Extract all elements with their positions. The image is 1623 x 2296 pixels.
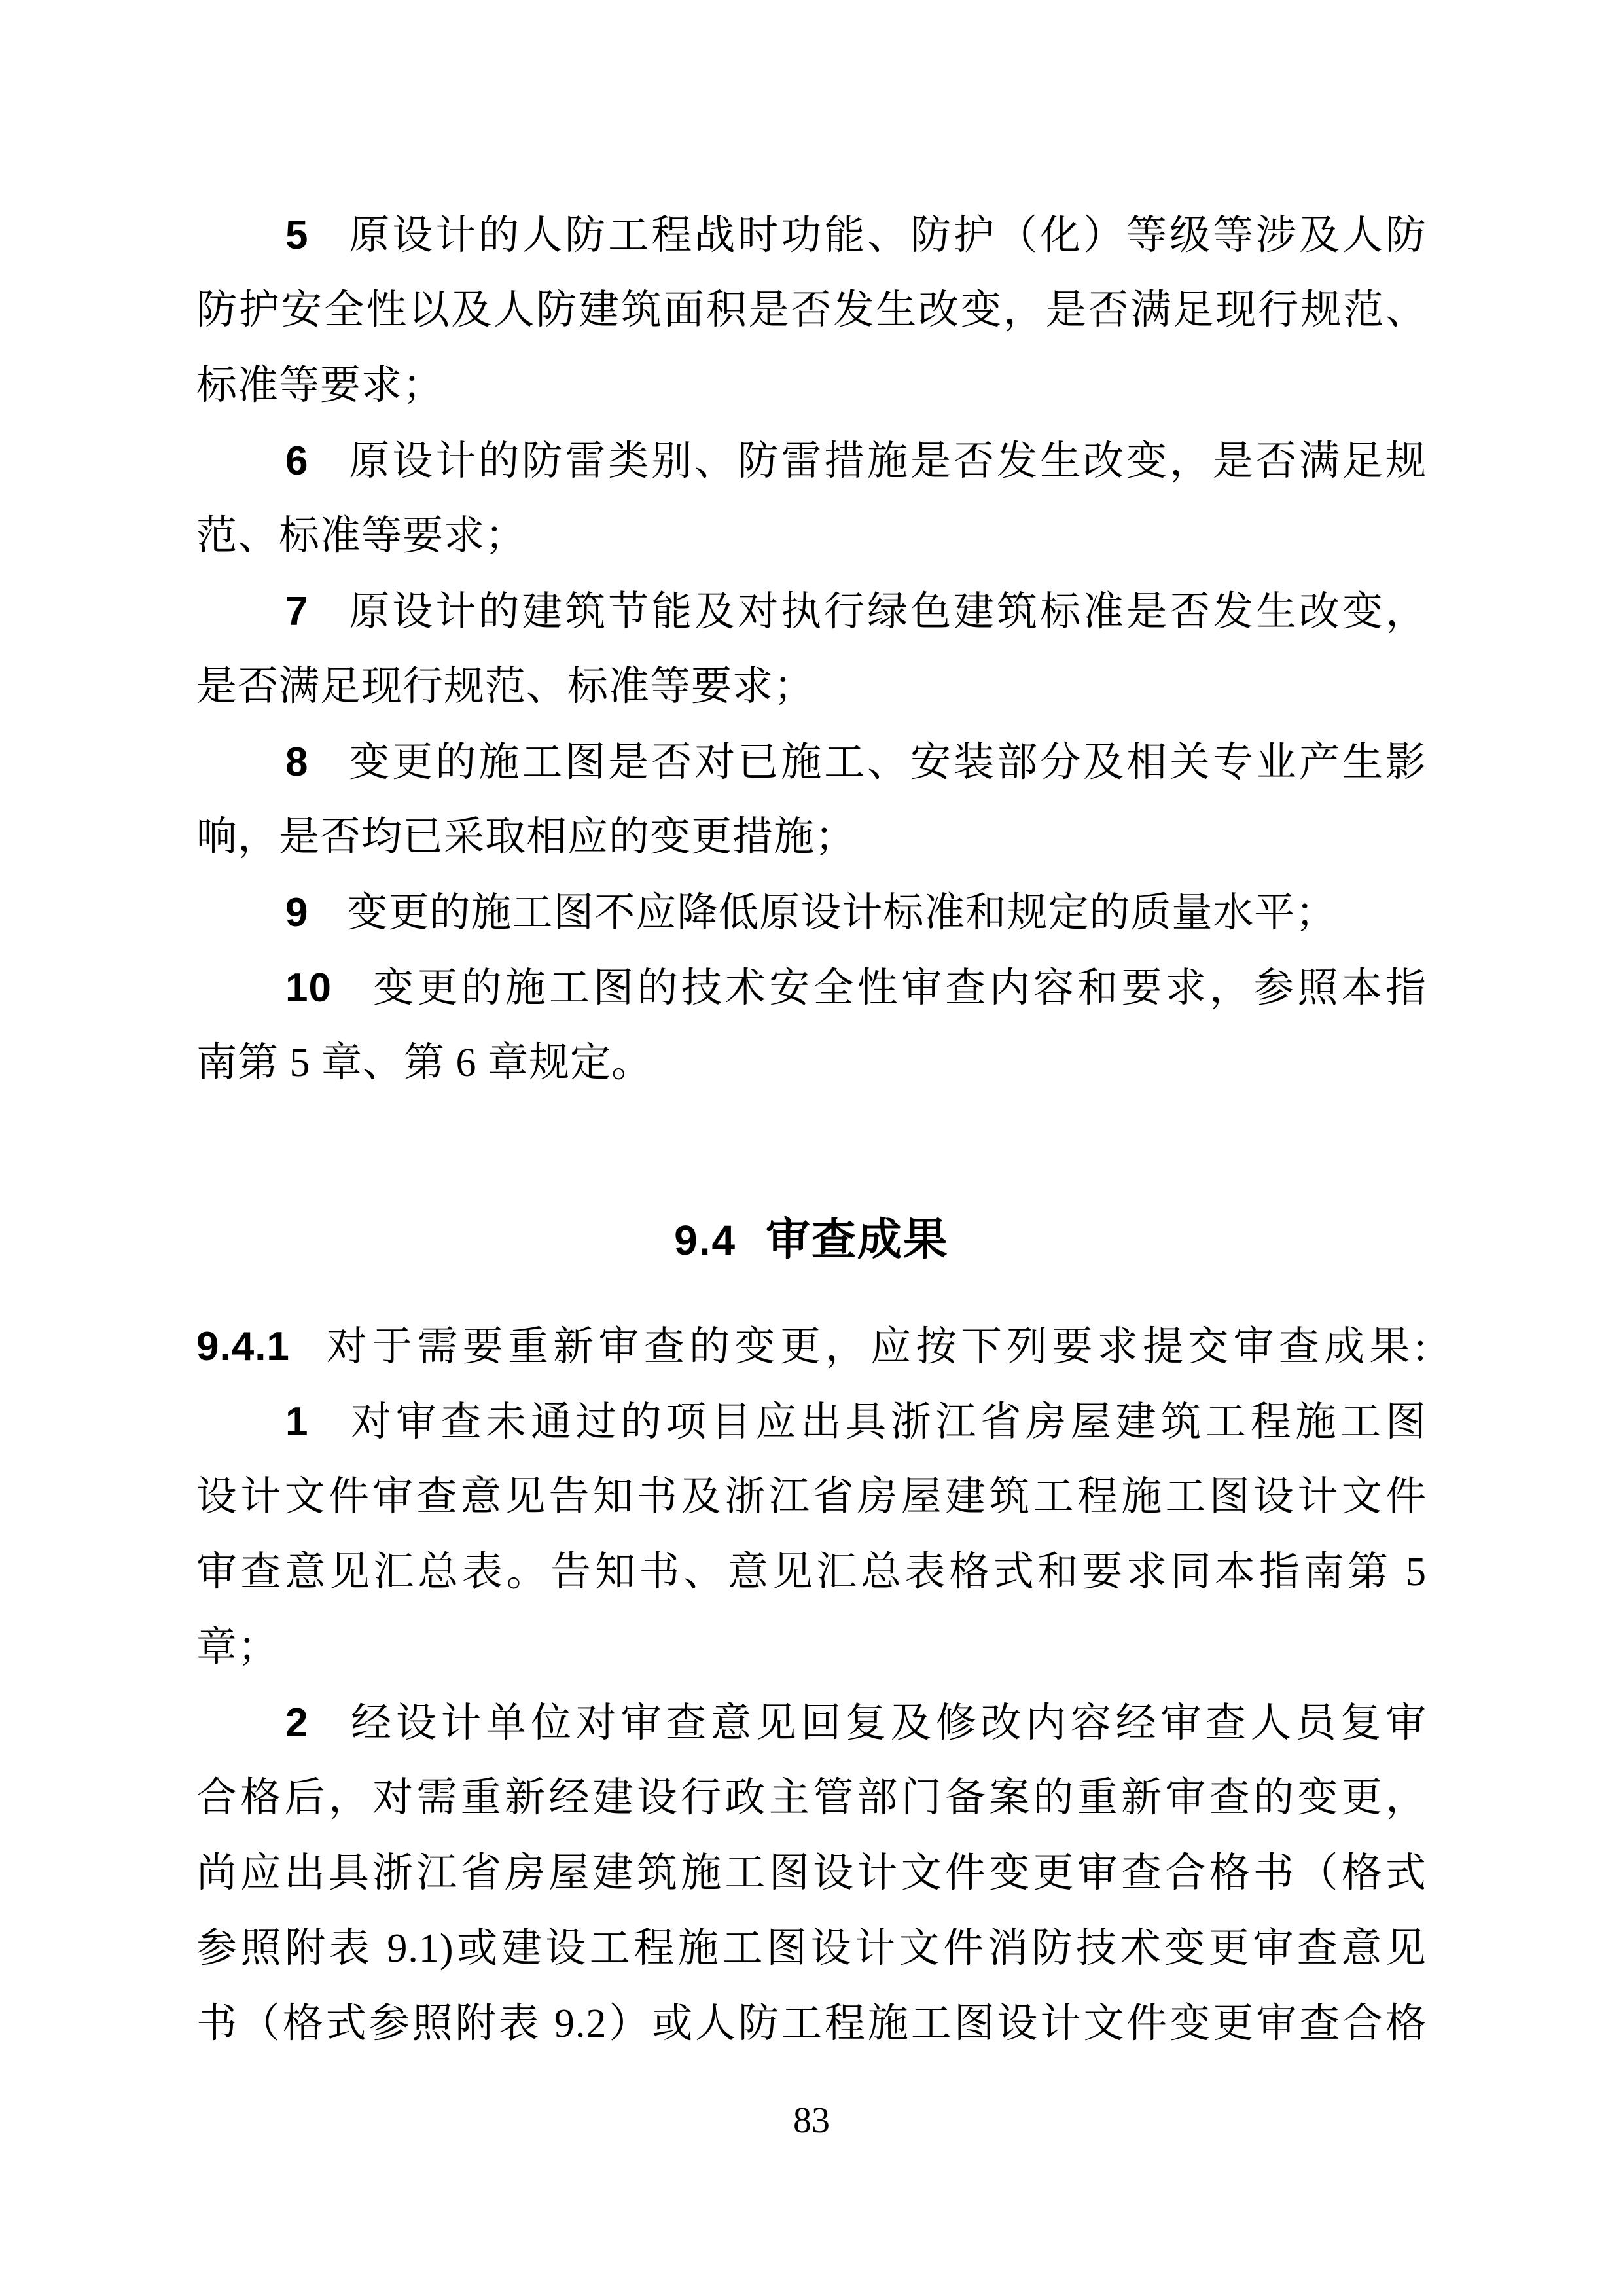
line-text: 防护安全性以及人防建筑面积是否发生改变，是否满足现行规范、 (196, 288, 1427, 332)
section-heading-title: 审查成果 (765, 1215, 949, 1265)
line-text: 书（格式参照附表 9.2）或人防工程施工图设计文件变更审查合格 (196, 2001, 1427, 2046)
numbered-paragraph-line (196, 574, 1427, 649)
item-number: 9 (285, 890, 309, 935)
numbered-paragraph-line (196, 423, 1427, 499)
line-text: 范、标准等要求； (196, 514, 527, 558)
line-text: 原设计的防雷类别、防雷措施是否发生改变，是否满足规 (347, 439, 1427, 484)
paragraph-line (196, 348, 1427, 423)
line-text: 原设计的建筑节能及对执行绿色建筑标准是否发生改变， (347, 590, 1427, 634)
numbered-paragraph-line (196, 198, 1427, 273)
numbered-paragraph-line (196, 1384, 1427, 1460)
line-text: 变更的施工图是否对已施工、安装部分及相关专业产生影 (347, 740, 1427, 785)
numbered-paragraph-line (196, 1685, 1427, 1761)
paragraph-line (196, 499, 1427, 574)
item-number: 5 (285, 213, 309, 258)
paragraph-line (196, 1911, 1427, 1986)
paragraph-line (196, 1460, 1427, 1535)
line-text: 设计文件审查意见告知书及浙江省房屋建筑工程施工图设计文件 (196, 1475, 1427, 1519)
line-text: 参照附表 9.1)或建设工程施工图设计文件消防技术变更审查意见 (196, 1926, 1427, 1971)
line-text: 对于需要重新审查的变更，应按下列要求提交审查成果: (322, 1325, 1427, 1369)
line-text: 原设计的人防工程战时功能、防护（化）等级等涉及人防 (347, 213, 1427, 258)
numbered-paragraph-line (196, 1309, 1427, 1384)
paragraph-line (196, 1986, 1427, 2062)
item-number: 9.4.1 (196, 1324, 290, 1369)
section-number: 9.4 (674, 1217, 737, 1264)
paragraph-line (196, 1836, 1427, 1911)
line-text: 是否满足现行规范、标准等要求； (196, 664, 815, 709)
paragraph-line (196, 1761, 1427, 1836)
item-number: 7 (285, 589, 309, 634)
line-text: 变更的施工图不应降低原设计标准和规定的质量水平； (347, 891, 1337, 935)
line-text: 南第 5 章、第 6 章规定。 (196, 1041, 653, 1085)
item-number: 1 (285, 1399, 309, 1444)
numbered-paragraph-line (196, 875, 1427, 950)
page-number: 83 (793, 2100, 830, 2141)
paragraph-line (196, 649, 1427, 725)
line-text: 响，是否均已采取相应的变更措施； (196, 815, 857, 859)
paragraph-line (196, 273, 1427, 348)
line-text: 对审查未通过的项目应出具浙江省房屋建筑工程施工图 (347, 1400, 1427, 1444)
line-text: 变更的施工图的技术安全性审查内容和要求，参照本指 (370, 966, 1427, 1011)
section-heading (196, 1202, 1427, 1278)
line-text: 合格后，对需重新经建设行政主管部门备案的重新审查的变更， (196, 1776, 1427, 1820)
item-number: 6 (285, 439, 309, 484)
numbered-paragraph-line (196, 950, 1427, 1026)
paragraph-line (196, 1026, 1427, 1101)
paragraph-line (196, 1610, 1427, 1685)
line-text: 章； (196, 1625, 279, 1670)
page-footer (0, 2091, 1623, 2150)
paragraph-line (196, 1535, 1427, 1610)
line-text: 尚应出具浙江省房屋建筑施工图设计文件变更审查合格书（格式 (196, 1851, 1427, 1895)
item-number: 10 (285, 965, 332, 1011)
line-text: 标准等要求； (196, 363, 444, 408)
numbered-paragraph-line (196, 725, 1427, 800)
line-text: 审查意见汇总表。告知书、意见汇总表格式和要求同本指南第 5 (196, 1550, 1427, 1594)
document-body (196, 198, 1427, 2062)
item-number: 8 (285, 740, 309, 785)
item-number: 2 (285, 1700, 309, 1746)
paragraph-line (196, 800, 1427, 875)
line-text: 经设计单位对审查意见回复及修改内容经审查人员复审 (347, 1701, 1427, 1746)
